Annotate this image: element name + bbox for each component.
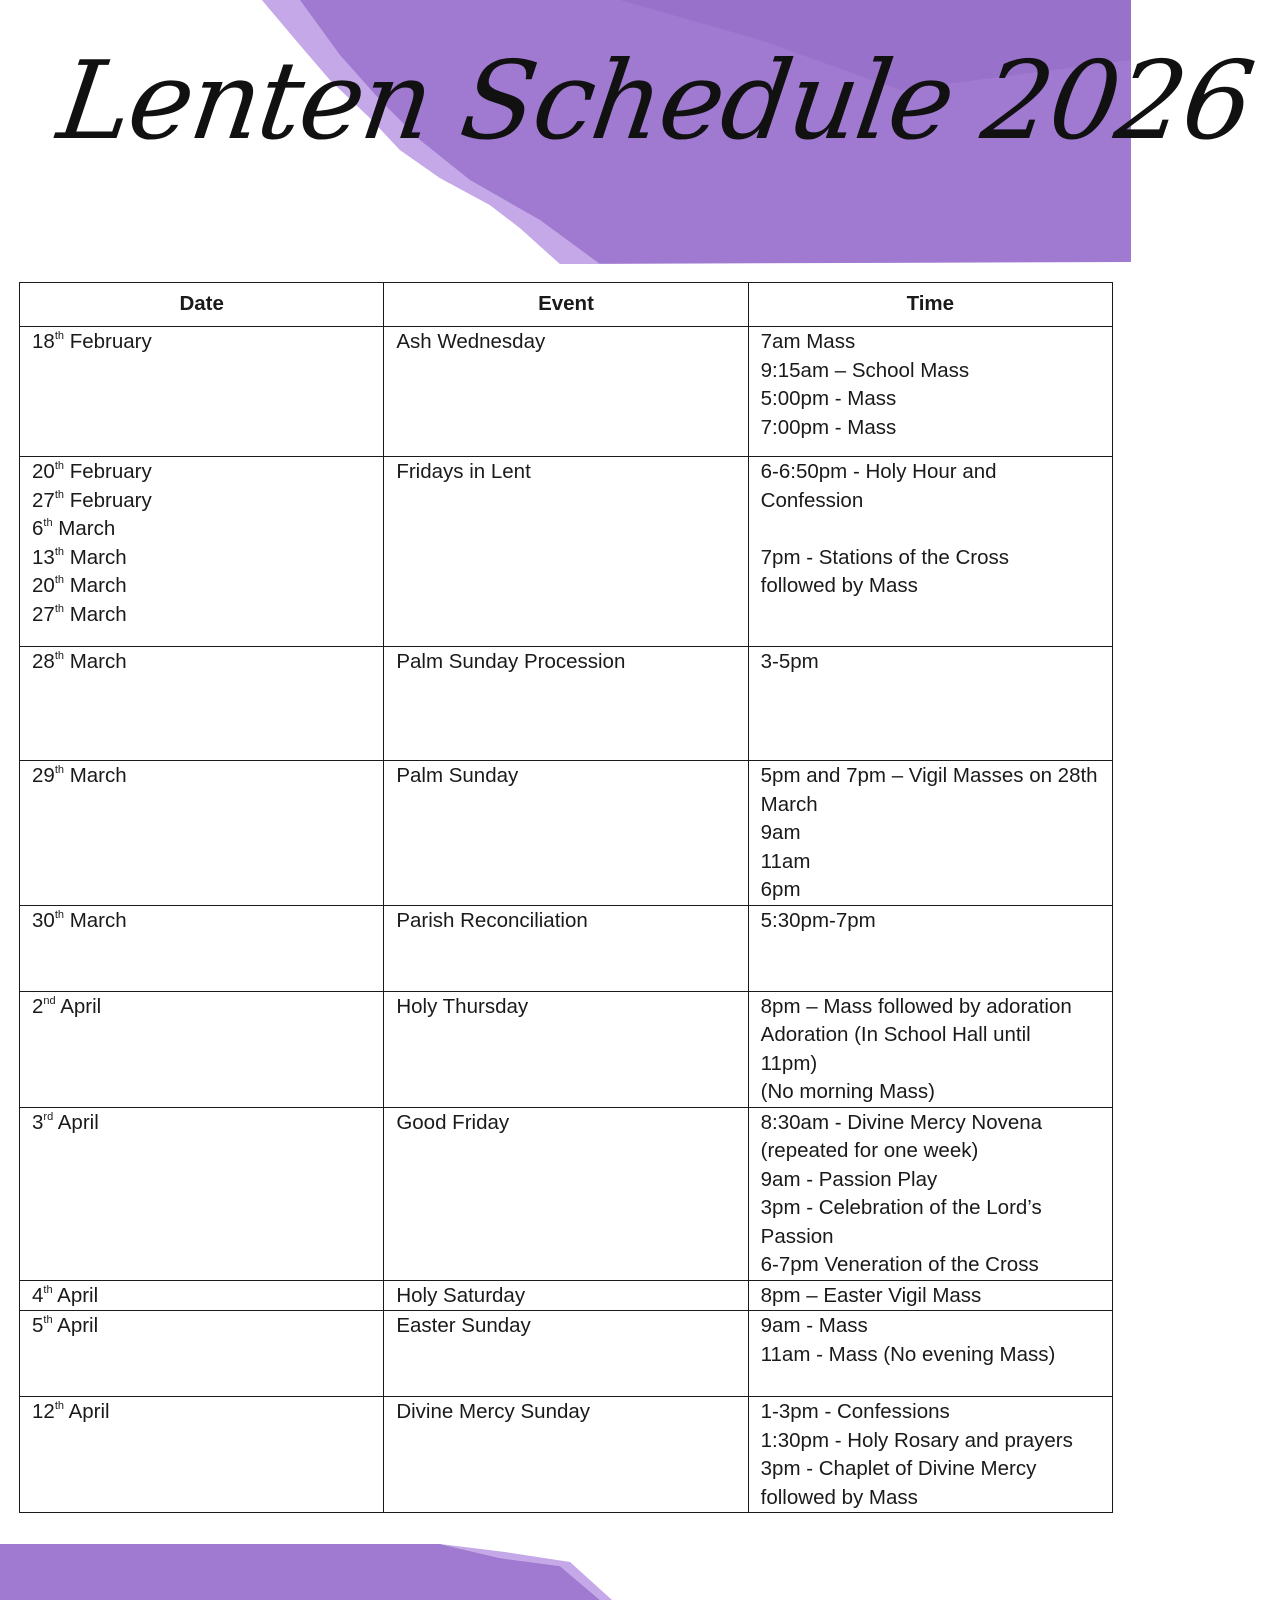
- event-name: Palm Sunday: [396, 764, 519, 787]
- column-header-date: Date: [20, 283, 384, 327]
- column-header-time: Time: [748, 283, 1112, 327]
- date-cell: [20, 991, 384, 1107]
- ordinal-suffix: th: [43, 1314, 53, 1326]
- time-cell: [748, 905, 1112, 991]
- table-header-row: [20, 283, 1113, 327]
- table-row: [20, 647, 1113, 761]
- day-number: 28: [32, 650, 55, 673]
- time-line: 9am - Passion Play: [760, 1167, 938, 1191]
- date-cell: [20, 1280, 384, 1311]
- time-cell: [748, 1397, 1112, 1513]
- event-cell: [384, 647, 748, 761]
- time-line: 5pm and 7pm – Vigil Masses on 28th: [760, 764, 1098, 787]
- page-title: Lenten Schedule 2026: [51, 39, 1260, 164]
- day-number: 20: [32, 460, 55, 483]
- time-line: 8pm – Mass followed by adoration: [760, 994, 1072, 1018]
- time-line: 9am - Mass: [760, 1314, 868, 1337]
- month-name: February: [64, 488, 152, 512]
- ordinal-suffix: th: [54, 908, 64, 921]
- ordinal-suffix: th: [43, 1283, 53, 1296]
- month-name: March: [64, 764, 127, 787]
- time-line: 9am: [760, 821, 801, 844]
- day-number: 2: [32, 994, 44, 1018]
- table-row: [20, 457, 1113, 647]
- ordinal-suffix: th: [54, 1400, 64, 1412]
- time-line: 8pm – Easter Vigil Mass: [760, 1283, 982, 1307]
- date-line: [32, 907, 372, 936]
- time-line: 3pm - Celebration of the Lord’s: [760, 1196, 1042, 1219]
- date-line: [32, 601, 372, 630]
- event-name: Fridays in Lent: [396, 460, 531, 483]
- date-cell: [20, 1311, 384, 1397]
- month-name: April: [64, 1400, 110, 1423]
- date-line: [32, 328, 372, 357]
- event-name: Divine Mercy Sunday: [396, 1400, 591, 1423]
- time-cell: [748, 991, 1112, 1107]
- event-cell: [384, 991, 748, 1107]
- date-cell: [20, 905, 384, 991]
- event-name: Holy Thursday: [396, 994, 529, 1018]
- date-line: [32, 572, 372, 601]
- schedule-table: [19, 282, 1113, 1513]
- day-number: 13: [32, 545, 55, 569]
- month-name: March: [64, 602, 127, 626]
- ordinal-suffix: th: [54, 602, 64, 615]
- table-row: [20, 761, 1113, 906]
- time-line: 3pm - Chaplet of Divine Mercy: [760, 1457, 1037, 1480]
- time-line: 11am: [760, 849, 811, 873]
- day-number: 5: [32, 1314, 44, 1337]
- ordinal-suffix: nd: [43, 994, 56, 1007]
- table-row: [20, 1311, 1113, 1397]
- time-cell: [748, 761, 1112, 906]
- month-name: April: [52, 1314, 99, 1337]
- time-line: 7am Mass: [760, 330, 856, 353]
- month-name: February: [64, 460, 152, 483]
- month-name: March: [64, 574, 127, 597]
- time-line: 6-7pm Veneration of the Cross: [760, 1253, 1039, 1276]
- ordinal-suffix: th: [54, 460, 64, 472]
- date-cell: [20, 457, 384, 647]
- time-line: 8:30am - Divine Mercy Novena: [760, 1110, 1043, 1134]
- time-line: 1-3pm - Confessions: [760, 1400, 950, 1423]
- date-cell: [20, 327, 384, 457]
- torn-paper-decoration-bottom: [0, 1544, 1131, 1600]
- time-line: 7:00pm - Mass: [760, 415, 897, 439]
- month-name: March: [64, 545, 127, 569]
- date-cell: [20, 1107, 384, 1280]
- event-cell: [384, 905, 748, 991]
- date-line: [32, 544, 372, 573]
- day-number: 6: [32, 517, 44, 540]
- event-cell: [384, 1280, 748, 1311]
- time-line: 11am - Mass (No evening Mass): [760, 1342, 1056, 1366]
- event-name: Good Friday: [396, 1110, 510, 1134]
- event-cell: [384, 1311, 748, 1397]
- month-name: March: [52, 517, 116, 540]
- time-line: March: [760, 792, 818, 816]
- event-cell: [384, 1397, 748, 1513]
- time-cell: [748, 1280, 1112, 1311]
- ordinal-suffix: th: [54, 650, 64, 662]
- day-number: 4: [32, 1283, 44, 1307]
- ordinal-suffix: th: [54, 488, 64, 501]
- event-cell: [384, 327, 748, 457]
- time-line: 5:30pm-7pm: [760, 908, 876, 932]
- day-number: 3: [32, 1110, 44, 1134]
- time-cell: [748, 1107, 1112, 1280]
- event-cell: [384, 457, 748, 647]
- time-line: 7pm - Stations of the Cross: [760, 545, 1010, 569]
- table-row: [20, 991, 1113, 1107]
- date-line: [32, 1109, 372, 1138]
- table-row: [20, 1280, 1113, 1311]
- month-name: April: [55, 994, 102, 1018]
- event-name: Holy Saturday: [396, 1283, 526, 1307]
- time-line: Adoration (In School Hall until: [760, 1023, 1031, 1046]
- day-number: 20: [32, 574, 55, 597]
- day-number: 18: [32, 330, 55, 353]
- time-line: 6pm: [760, 878, 801, 901]
- day-number: 27: [32, 602, 55, 626]
- date-line: [32, 487, 372, 516]
- purple-paper-strip: [0, 1544, 600, 1600]
- time-line: 6-6:50pm - Holy Hour and: [760, 460, 997, 483]
- ordinal-suffix: th: [54, 764, 64, 776]
- day-number: 12: [32, 1400, 55, 1423]
- time-line: 3-5pm: [760, 650, 819, 673]
- date-line: [32, 993, 372, 1022]
- date-line: [32, 762, 372, 791]
- time-line: [761, 515, 1101, 544]
- date-line: [32, 515, 372, 544]
- date-line: [32, 1282, 372, 1311]
- date-line: [32, 1312, 372, 1341]
- month-name: March: [64, 650, 127, 673]
- event-name: Easter Sunday: [396, 1314, 531, 1337]
- time-line: followed by Mass: [760, 574, 918, 597]
- time-cell: [748, 1311, 1112, 1397]
- event-cell: [384, 761, 748, 906]
- time-line: Passion: [760, 1224, 834, 1248]
- time-line: 11pm): [760, 1051, 818, 1075]
- day-number: 30: [32, 908, 55, 932]
- month-name: March: [64, 908, 127, 932]
- table-row: [20, 905, 1113, 991]
- month-name: February: [64, 330, 152, 353]
- date-cell: [20, 647, 384, 761]
- time-line: (repeated for one week): [760, 1139, 979, 1162]
- event-name: Parish Reconciliation: [396, 908, 588, 932]
- table-row: [20, 1397, 1113, 1513]
- date-line: [32, 1398, 372, 1427]
- time-cell: [748, 457, 1112, 647]
- ordinal-suffix: rd: [43, 1110, 54, 1123]
- month-name: April: [53, 1110, 99, 1134]
- time-line: 9:15am – School Mass: [760, 358, 970, 382]
- date-line: [32, 648, 372, 677]
- time-line: (No morning Mass): [760, 1080, 935, 1103]
- ordinal-suffix: th: [54, 330, 64, 342]
- time-line: Confession: [760, 488, 864, 512]
- time-cell: [748, 647, 1112, 761]
- event-name: Palm Sunday Procession: [396, 650, 626, 673]
- footer-banner: [0, 1544, 1131, 1600]
- time-cell: [748, 327, 1112, 457]
- table-row: [20, 1107, 1113, 1280]
- table-row: [20, 327, 1113, 457]
- month-name: April: [52, 1283, 99, 1307]
- day-number: 27: [32, 488, 55, 512]
- time-line: 5:00pm - Mass: [760, 387, 897, 410]
- date-line: [32, 458, 372, 487]
- ordinal-suffix: th: [54, 574, 64, 586]
- time-line: 1:30pm - Holy Rosary and prayers: [760, 1428, 1073, 1452]
- date-cell: [20, 1397, 384, 1513]
- day-number: 29: [32, 764, 55, 787]
- event-cell: [384, 1107, 748, 1280]
- column-header-event: Event: [384, 283, 748, 327]
- date-cell: [20, 761, 384, 906]
- ordinal-suffix: th: [54, 545, 64, 558]
- event-name: Ash Wednesday: [396, 330, 546, 353]
- time-line: followed by Mass: [760, 1485, 918, 1509]
- ordinal-suffix: th: [43, 517, 53, 529]
